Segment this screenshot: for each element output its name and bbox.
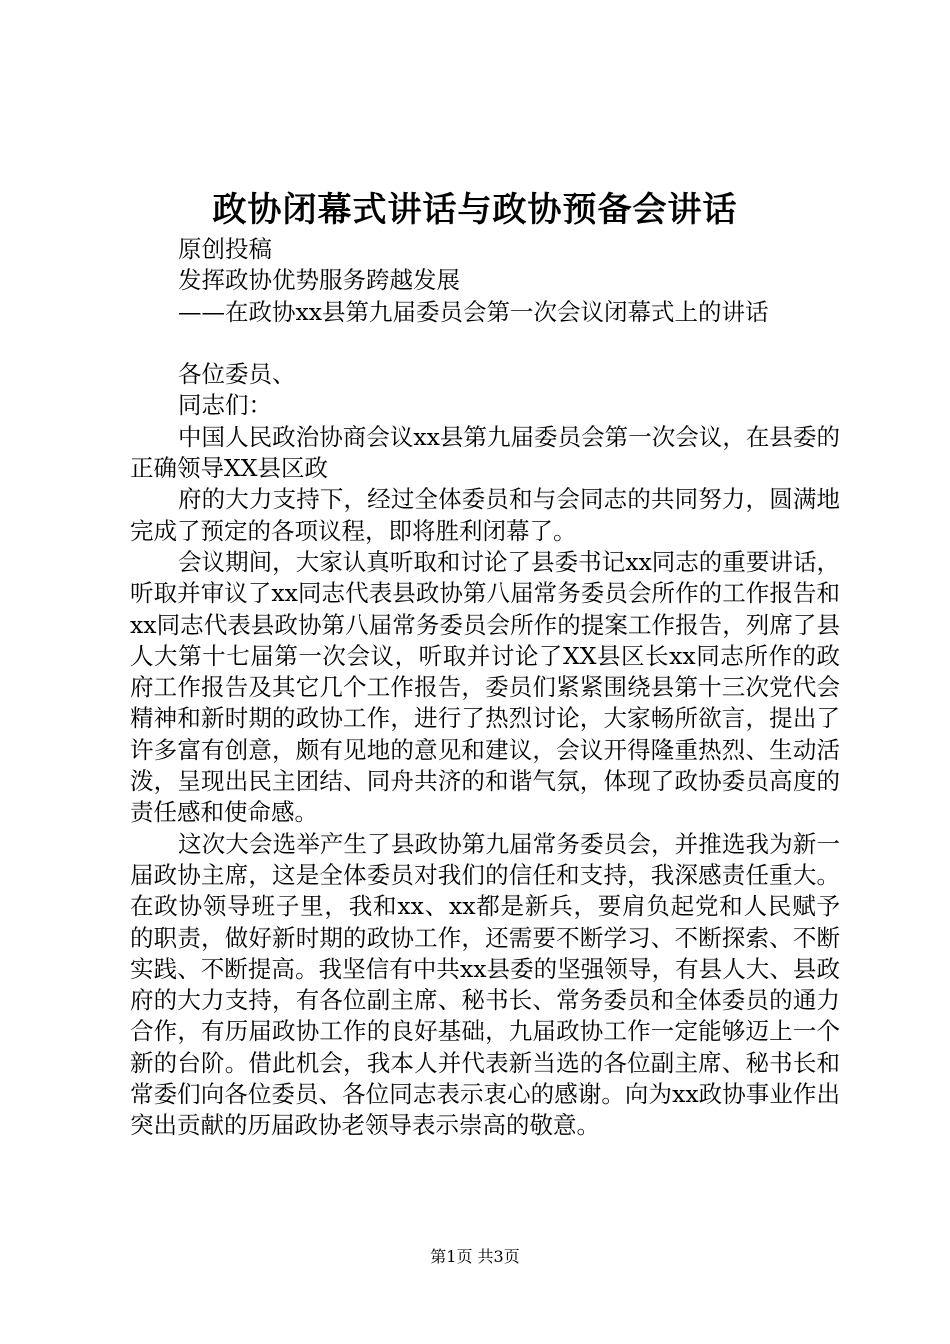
speech-subtitle: ——在政协xx县第九届委员会第一次会议闭幕式上的讲话	[178, 297, 769, 326]
page-footer: 第1页 共3页	[430, 1247, 520, 1266]
paragraph-4: 这次大会选举产生了县政协第九届常务委员会，并推选我为新一届政协主席，这是全体委员对我们的信任和支持，我深感责任重大。在政协领导班子里，我和xx、xx都是新兵，要肩负起党和人民赋予的职责，做好新时期的政协工作，还需要不断学习、不断探索、不断实践、不断提高。我坚信有中共xx县委的坚强领导，有县人大、县政府的大力支持，有各位副主席、秘书长、常务委员和全体委员的通力合作，有历届政协工作的良好基础，九届政协工作一定能够迈上一个新的台阶。借此机会，我本人并代表新当选的各位副主席、秘书长和常委们向各位委员、各位同志表示衷心的感谢。向为xx政协事业作出突出贡献的历届政协老领导表示崇高的敬意。	[130, 829, 840, 1140]
paragraph-1: 中国人民政治协商会议xx县第九届委员会第一次会议，在县委的正确领导XX县区政	[130, 422, 840, 483]
document-title: 政协闭幕式讲话与政协预备会讲话	[212, 190, 738, 230]
salutation-line-2: 同志们：	[178, 391, 272, 420]
speech-title: 发挥政协优势服务跨越发展	[178, 266, 460, 295]
document-body	[130, 234, 840, 1142]
paragraph-2: 府的大力支持下，经过全体委员和与会同志的共同努力，圆满地完成了预定的各项议程，即将胜利闭幕了。	[130, 485, 840, 545]
paragraph-3: 会议期间，大家认真听取和讨论了县委书记xx同志的重要讲话，听取并审议了xx同志代表县政协第八届常务委员会所作的工作报告和xx同志代表县政协第八届常务委员会所作的提案工作报告，列席了县人大第十七届第一次会议，听取并讨论了XX县区长xx同志所作的政府工作报告及其它几个工作报告，委员们紧紧围绕县第十三次党代会精神和新时期的政协工作，进行了热烈讨论，大家畅所欲言，提出了许多富有创意，颇有见地的意见和建议，会议开得隆重热烈、生动活泼，呈现出民主团结、同舟共济的和谐气氛，体现了政协委员高度的责任感和使命感。	[130, 547, 840, 827]
article-tag: 原创投稿	[178, 235, 272, 263]
salutation-line-1: 各位委员、	[178, 360, 296, 389]
blank-line	[130, 328, 840, 359]
